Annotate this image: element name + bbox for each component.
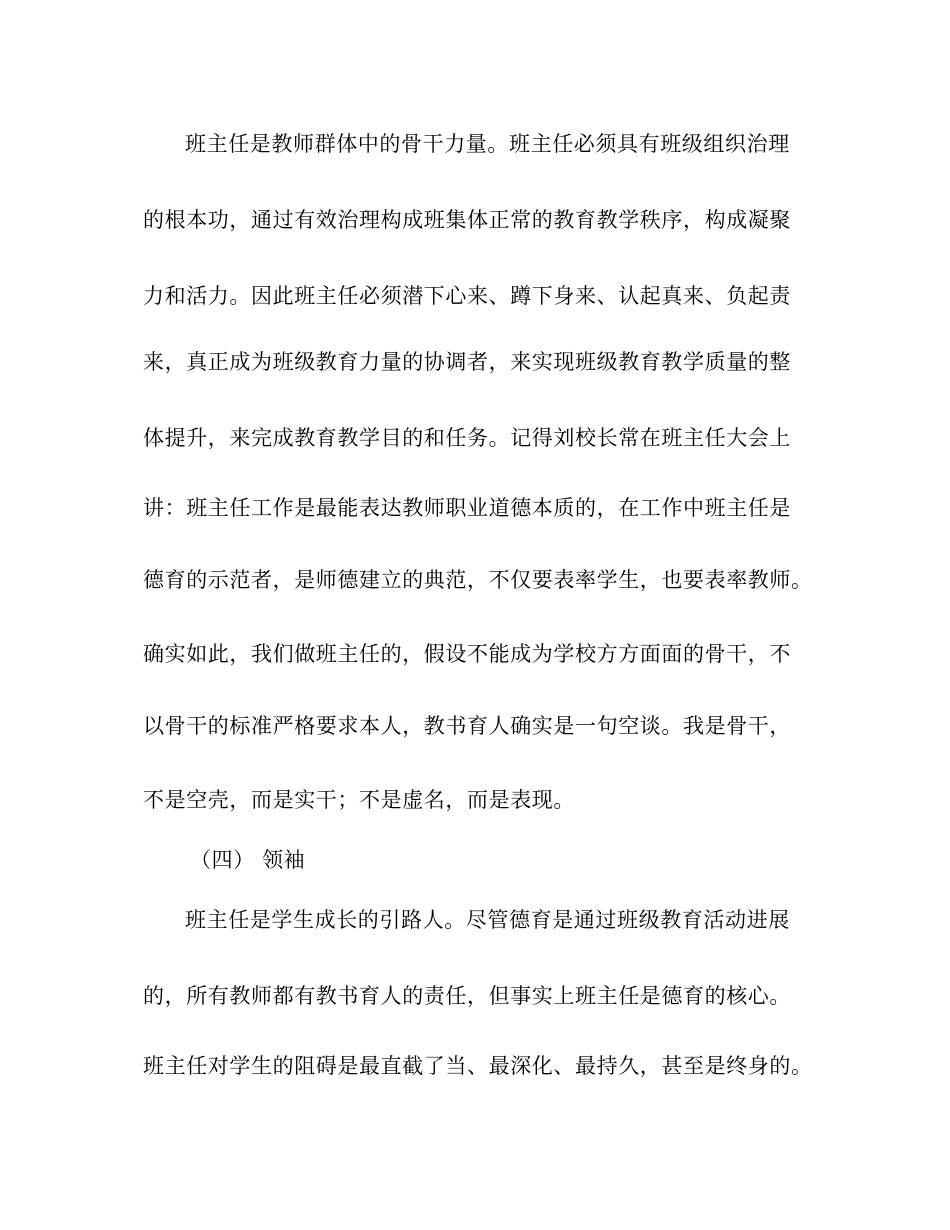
paragraph-line: 不是空壳，而是实干；不是虚名，而是表现。 (143, 788, 575, 812)
paragraph-line: 的，所有教师都有教书育人的责任，但事实上班主任是德育的核心。 (143, 984, 791, 1008)
paragraph-line: 班主任对学生的阻碍是最直截了当、最深化、最持久，甚至是终身的。 (143, 1054, 813, 1078)
paragraph-line: 班主任是学生成长的引路人。尽管德育是通过班级教育活动进展 (185, 908, 790, 932)
paragraph-line: 体提升，来完成教育教学目的和任务。记得刘校长常在班主任大会上 (143, 426, 791, 450)
paragraph-line: 的根本功，通过有效治理构成班集体正常的教育教学秩序，构成凝聚 (143, 208, 791, 232)
paragraph-line: 确实如此，我们做班主任的，假设不能成为学校方方面面的骨干，不 (143, 642, 791, 666)
paragraph-line: 以骨干的标准严格要求本人，教书育人确实是一句空谈。我是骨干， (143, 714, 791, 738)
paragraph-line: 力和活力。因此班主任必须潜下心来、蹲下身来、认起真来、负起责 (143, 284, 791, 308)
section-heading: （四） 领袖 (190, 848, 306, 872)
paragraph-line: 班主任是教师群体中的骨干力量。班主任必须具有班级组织治理 (185, 132, 790, 156)
paragraph-line: 来，真正成为班级教育力量的协调者，来实现班级教育教学质量的整 (143, 350, 791, 374)
paragraph-line: 讲：班主任工作是最能表达教师职业道德本质的，在工作中班主任是 (143, 496, 791, 520)
paragraph-line: 德育的示范者，是师德建立的典范，不仅要表率学生，也要表率教师。 (143, 568, 813, 592)
